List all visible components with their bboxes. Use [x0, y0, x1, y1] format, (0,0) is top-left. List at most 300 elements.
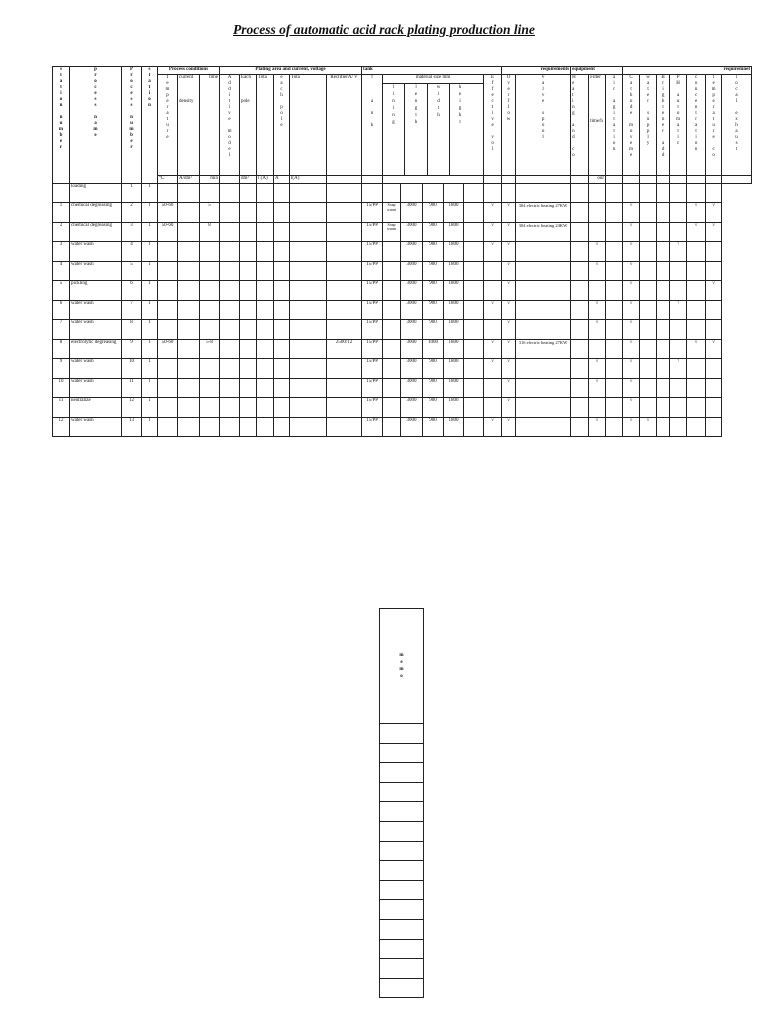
- cell-temp: [158, 359, 178, 379]
- cell-filter: [571, 417, 589, 437]
- cell-process: 5: [122, 261, 142, 281]
- cell-rectifier: [327, 417, 362, 437]
- memo-row: [380, 919, 424, 939]
- cell-rectifier: [327, 222, 362, 242]
- cell-ph: [657, 417, 670, 437]
- cell-rectifier: [327, 398, 362, 418]
- cell-cathode: [606, 300, 623, 320]
- header-local-exhaust: l o c a l e x h a u s t: [722, 75, 752, 176]
- cell-each: [240, 203, 257, 223]
- cell-tota1: [257, 320, 274, 340]
- cell-height: 1800: [444, 242, 464, 262]
- memo-row: [380, 841, 424, 861]
- table-row: [53, 222, 752, 242]
- cell-ph: [657, 281, 670, 301]
- cell-st: 1: [142, 417, 158, 437]
- cell-current: [178, 378, 200, 398]
- cell-air: √: [589, 300, 606, 320]
- cell-name: pickling: [70, 281, 122, 301]
- header-filter: Filter time/h: [589, 75, 606, 176]
- cell-additive: [220, 339, 240, 359]
- cell-each_pole: [274, 242, 290, 262]
- cell-name: water wash: [70, 320, 122, 340]
- cell-lining: [383, 378, 401, 398]
- cell-st: 1: [142, 261, 158, 281]
- cell-each_pole: [274, 320, 290, 340]
- cell-air: [589, 203, 606, 223]
- cell-height: 1800: [444, 339, 464, 359]
- cell-height: [444, 184, 464, 203]
- cell-time: [200, 359, 220, 379]
- cell-water: [623, 184, 640, 203]
- cell-tota1: [257, 222, 274, 242]
- cell-st: 1: [142, 203, 158, 223]
- header-density-unit: A/dm²: [178, 176, 200, 184]
- table-row: [53, 281, 752, 301]
- table-row: [53, 320, 752, 340]
- cell-cathode: [606, 339, 623, 359]
- cell-height: 1800: [444, 300, 464, 320]
- cell-lining: [383, 184, 401, 203]
- cell-lining: [383, 359, 401, 379]
- cell-exhaust: [706, 320, 722, 340]
- cell-tota2: [290, 359, 327, 379]
- header-additive-model: A d d i t i v e m o d e l: [220, 75, 240, 176]
- cell-tempc: √: [687, 222, 706, 242]
- memo-row: [380, 743, 424, 763]
- cell-conc: [670, 320, 687, 340]
- memo-row: [380, 861, 424, 881]
- header-temperature: T e m p e r a t u r e: [158, 75, 178, 176]
- cell-process: 2: [122, 203, 142, 223]
- cell-heating: 304 electric heating 27KW: [516, 203, 571, 223]
- header-cathode-movement: C a t h o d e m o v e m e: [623, 75, 640, 176]
- cell-height: 1800: [444, 320, 464, 340]
- cell-lining: [383, 281, 401, 301]
- cell-water: √: [623, 378, 640, 398]
- header-tank: tank: [362, 67, 502, 75]
- cell-tota1: [257, 261, 274, 281]
- cell-heating: [516, 184, 571, 203]
- cell-cathode: [606, 398, 623, 418]
- cell-temp: [158, 281, 178, 301]
- cell-width: [423, 184, 444, 203]
- cell-length: 3000: [401, 261, 423, 281]
- cell-exhaust: [706, 378, 722, 398]
- cell-st: 1: [142, 242, 158, 262]
- cell-temp: [158, 378, 178, 398]
- cell-each: [240, 378, 257, 398]
- cell-water: √: [623, 203, 640, 223]
- cell-tank: 15/PP: [362, 222, 383, 242]
- cell-ph: [657, 261, 670, 281]
- cell-height: 1800: [444, 281, 464, 301]
- cell-current: [178, 203, 200, 223]
- header-heating: H e a t i n g a n d c o: [571, 75, 589, 176]
- cell-st: 1: [142, 378, 158, 398]
- cell-height: 1800: [444, 261, 464, 281]
- cell-process: 6: [122, 281, 142, 301]
- cell-water: √: [623, 417, 640, 437]
- cell-tempc: [687, 378, 706, 398]
- cell-width: 900: [423, 222, 444, 242]
- cell-overflow: √: [484, 417, 502, 437]
- cell-each: [240, 398, 257, 418]
- cell-tota2: [290, 320, 327, 340]
- cell-exhaust: √: [706, 281, 722, 301]
- cell-each: [240, 242, 257, 262]
- memo-row: [380, 978, 424, 998]
- cell-station: 10: [53, 378, 70, 398]
- cell-exhaust: [706, 242, 722, 262]
- table-row: [53, 300, 752, 320]
- cell-filter: [571, 242, 589, 262]
- cell-each: [240, 417, 257, 437]
- cell-filter: [571, 378, 589, 398]
- cell-bright: [640, 184, 657, 203]
- cell-temp: [158, 320, 178, 340]
- header-ph-automatic: P H a u t o m a t i c: [670, 75, 687, 176]
- cell-additive: [220, 378, 240, 398]
- cell-conc: ↑: [670, 359, 687, 379]
- header-process-number: P r o c e s s n u m b e r: [122, 67, 142, 184]
- cell-width: 900: [423, 242, 444, 262]
- cell-station: 11: [53, 398, 70, 418]
- cell-length: 3000: [401, 378, 423, 398]
- cell-tank: 15/PP: [362, 242, 383, 262]
- cell-time: [200, 184, 220, 203]
- cell-overflow: [484, 281, 502, 301]
- cell-filter: [571, 261, 589, 281]
- cell-each_pole: [274, 222, 290, 242]
- cell-station: 1: [53, 203, 70, 223]
- cell-tota2: [290, 300, 327, 320]
- cell-tank: 15/PP: [362, 320, 383, 340]
- cell-width: 900: [423, 300, 444, 320]
- cell-time: 5: [200, 203, 220, 223]
- cell-overflow: √: [484, 359, 502, 379]
- cell-rectifier: [327, 242, 362, 262]
- cell-time: [200, 281, 220, 301]
- cell-lining: [383, 417, 401, 437]
- cell-vol: [464, 339, 484, 359]
- cell-conc: [670, 203, 687, 223]
- header-each-pole-unit: A: [274, 176, 290, 184]
- cell-filter: [571, 300, 589, 320]
- cell-overflow: [484, 261, 502, 281]
- cell-name: water wash: [70, 300, 122, 320]
- header-rectifier: RectifierA/ V: [327, 75, 362, 176]
- cell-vol: [464, 184, 484, 203]
- cell-conc: [670, 398, 687, 418]
- cell-height: 1800: [444, 417, 464, 437]
- cell-each: [240, 320, 257, 340]
- cell-time: 5-8: [200, 339, 220, 359]
- cell-water: √: [623, 320, 640, 340]
- cell-ph: [657, 222, 670, 242]
- table-row: [53, 261, 752, 281]
- cell-ph: [657, 203, 670, 223]
- cell-valve: √: [502, 281, 516, 301]
- cell-tempc: √: [687, 203, 706, 223]
- cell-conc: ↑: [670, 300, 687, 320]
- cell-station: 5: [53, 281, 70, 301]
- cell-each_pole: [274, 359, 290, 379]
- cell-bright: [640, 320, 657, 340]
- cell-process: 4: [122, 242, 142, 262]
- cell-temp: [158, 184, 178, 203]
- cell-additive: [220, 398, 240, 418]
- cell-time: [200, 261, 220, 281]
- cell-cathode: [606, 203, 623, 223]
- cell-height: 1800: [444, 398, 464, 418]
- cell-heating: [516, 378, 571, 398]
- cell-exhaust: [706, 417, 722, 437]
- cell-length: 3000: [401, 320, 423, 340]
- cell-air: √: [589, 242, 606, 262]
- cell-vol: [464, 300, 484, 320]
- header-air-agitation: a i r a g i t a t i o n: [606, 75, 623, 176]
- cell-ph: [657, 300, 670, 320]
- cell-additive: [220, 300, 240, 320]
- table-row: [53, 398, 752, 418]
- cell-tank: 15/PP: [362, 300, 383, 320]
- cell-heating: [516, 398, 571, 418]
- cell-tota1: [257, 417, 274, 437]
- cell-st: 1: [142, 359, 158, 379]
- cell-lining: Soap warm: [383, 203, 401, 223]
- cell-st: 1: [142, 222, 158, 242]
- cell-air: √: [589, 378, 606, 398]
- cell-tota2: [290, 398, 327, 418]
- header-temperature-control: t e m p e r a t u r e c o: [706, 75, 722, 176]
- cell-process: 1: [122, 184, 142, 203]
- cell-name: chemical degreasing: [70, 203, 122, 223]
- cell-rectifier: [327, 320, 362, 340]
- cell-current: [178, 320, 200, 340]
- cell-length: 3000: [401, 203, 423, 223]
- cell-tempc: [687, 359, 706, 379]
- cell-length: 3000: [401, 398, 423, 418]
- cell-length: 3000: [401, 222, 423, 242]
- cell-overflow: [484, 378, 502, 398]
- cell-air: [589, 281, 606, 301]
- cell-valve: √: [502, 417, 516, 437]
- table-row: [53, 203, 752, 223]
- cell-air: √: [589, 320, 606, 340]
- cell-current: [178, 300, 200, 320]
- cell-air: √: [589, 417, 606, 437]
- cell-height: 1800: [444, 359, 464, 379]
- cell-heating: [516, 242, 571, 262]
- cell-width: 900: [423, 378, 444, 398]
- cell-cathode: [606, 378, 623, 398]
- cell-additive: [220, 203, 240, 223]
- cell-vol: [464, 417, 484, 437]
- cell-time: 8: [200, 222, 220, 242]
- header-water-supply: w a t e r s u p p l y: [640, 75, 657, 176]
- cell-bright: [640, 261, 657, 281]
- cell-current: [178, 222, 200, 242]
- cell-each: [240, 300, 257, 320]
- header-each: Each pole: [240, 75, 257, 176]
- cell-temp: [158, 261, 178, 281]
- cell-current: [178, 359, 200, 379]
- cell-ph: [657, 398, 670, 418]
- cell-cathode: [606, 281, 623, 301]
- cell-heating: 316 electric heating 27KW: [516, 339, 571, 359]
- cell-temp: [158, 417, 178, 437]
- cell-length: 3000: [401, 242, 423, 262]
- cell-water: √: [623, 242, 640, 262]
- cell-lining: [383, 398, 401, 418]
- cell-bright: [640, 398, 657, 418]
- cell-valve: √: [502, 398, 516, 418]
- cell-bright: [640, 300, 657, 320]
- cell-width: 900: [423, 281, 444, 301]
- table-row: [53, 339, 752, 359]
- cell-tank: 15/PP: [362, 203, 383, 223]
- cell-bright: [640, 281, 657, 301]
- cell-heating: [516, 417, 571, 437]
- cell-tempc: [687, 184, 706, 203]
- cell-filter: [571, 281, 589, 301]
- cell-tempc: [687, 261, 706, 281]
- cell-valve: √: [502, 203, 516, 223]
- cell-ph: [657, 378, 670, 398]
- cell-width: 900: [423, 203, 444, 223]
- cell-additive: [220, 261, 240, 281]
- cell-each: [240, 184, 257, 203]
- cell-tota2: [290, 184, 327, 203]
- cell-each_pole: [274, 339, 290, 359]
- cell-tota1: [257, 359, 274, 379]
- header-requirements: requirements: [502, 67, 571, 75]
- cell-name: water wash: [70, 417, 122, 437]
- cell-cathode: [606, 242, 623, 262]
- cell-length: 3000: [401, 339, 423, 359]
- cell-tota2: [290, 261, 327, 281]
- cell-conc: [670, 378, 687, 398]
- cell-water: √: [623, 261, 640, 281]
- cell-additive: [220, 417, 240, 437]
- header-equipment: equipment: [571, 67, 623, 75]
- cell-rectifier: [327, 378, 362, 398]
- cell-width: 900: [423, 398, 444, 418]
- cell-exhaust: [706, 300, 722, 320]
- cell-additive: [220, 281, 240, 301]
- cell-station: 4: [53, 261, 70, 281]
- cell-current: [178, 417, 200, 437]
- cell-additive: [220, 320, 240, 340]
- cell-valve: [502, 184, 516, 203]
- cell-vol: [464, 359, 484, 379]
- cell-tota2: [290, 417, 327, 437]
- cell-width: 900: [423, 320, 444, 340]
- cell-tank: 15/PP: [362, 398, 383, 418]
- cell-additive: [220, 359, 240, 379]
- memo-row: [380, 724, 424, 744]
- cell-station: [53, 184, 70, 203]
- cell-vol: [464, 398, 484, 418]
- cell-conc: [670, 339, 687, 359]
- cell-tempc: [687, 398, 706, 418]
- header-tota-1: Tota: [257, 75, 274, 176]
- cell-time: [200, 417, 220, 437]
- cell-each: [240, 339, 257, 359]
- cell-tempc: [687, 300, 706, 320]
- cell-water: √: [623, 222, 640, 242]
- cell-process: 9: [122, 339, 142, 359]
- cell-exhaust: √: [706, 222, 722, 242]
- cell-air: [589, 222, 606, 242]
- cell-conc: [670, 222, 687, 242]
- cell-length: 3000: [401, 417, 423, 437]
- cell-heating: [516, 359, 571, 379]
- table-row: [53, 378, 752, 398]
- cell-conc: [670, 184, 687, 203]
- header-each-unit: dm²: [240, 176, 257, 184]
- cell-air: [589, 184, 606, 203]
- cell-filter: [571, 320, 589, 340]
- cell-overflow: [484, 320, 502, 340]
- cell-cathode: [606, 417, 623, 437]
- header-tota2-unit: l(A): [290, 176, 327, 184]
- cell-name: neutralize: [70, 398, 122, 418]
- cell-current: [178, 184, 200, 203]
- cell-overflow: √: [484, 300, 502, 320]
- cell-air: √: [589, 359, 606, 379]
- header-effective-volume: E f f e c t i v e v o l: [484, 75, 502, 176]
- memo-row: [380, 880, 424, 900]
- cell-station: 6: [53, 300, 70, 320]
- cell-exhaust: √: [706, 339, 722, 359]
- cell-overflow: [484, 184, 502, 203]
- cell-overflow: √: [484, 203, 502, 223]
- cell-temp: [158, 242, 178, 262]
- cell-width: 900: [423, 261, 444, 281]
- cell-ph: [657, 359, 670, 379]
- cell-cathode: [606, 222, 623, 242]
- header-station-number: s t a t i o n n u m b e r: [53, 67, 70, 184]
- cell-ph: [657, 184, 670, 203]
- cell-exhaust: [706, 398, 722, 418]
- cell-exhaust: [706, 359, 722, 379]
- cell-rectifier: [327, 261, 362, 281]
- cell-each_pole: [274, 398, 290, 418]
- cell-tempc: √: [687, 339, 706, 359]
- cell-lining: [383, 242, 401, 262]
- cell-water: √: [623, 281, 640, 301]
- cell-valve: √: [502, 320, 516, 340]
- header-time-unit: min: [200, 176, 220, 184]
- cell-width: 900: [423, 417, 444, 437]
- cell-station: 8: [53, 339, 70, 359]
- cell-each_pole: [274, 203, 290, 223]
- header-overflow: O v e r f l o w: [502, 75, 516, 176]
- header-each-pole: e a c h p o l e: [274, 75, 290, 176]
- table-row: [53, 242, 752, 262]
- cell-exhaust: √: [706, 203, 722, 223]
- cell-additive: [220, 184, 240, 203]
- cell-exhaust: [706, 261, 722, 281]
- header-process-conditions: Process conditions: [158, 67, 220, 75]
- cell-station: 9: [53, 359, 70, 379]
- cell-heating: [516, 261, 571, 281]
- cell-time: [200, 320, 220, 340]
- cell-bright: √: [640, 417, 657, 437]
- cell-st: 1: [142, 398, 158, 418]
